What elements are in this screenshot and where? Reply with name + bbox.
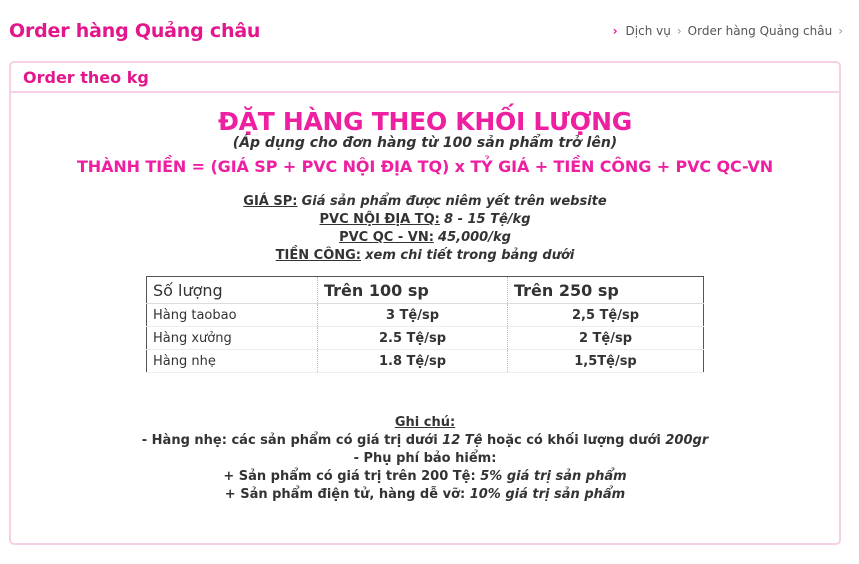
table-cell: 2.5 Tệ/sp	[318, 327, 508, 350]
definition-value: 45,000/kg	[438, 230, 511, 245]
notes-title: Ghi chú:	[394, 415, 456, 430]
definition-key: PVC NỘI ĐỊA TQ:	[319, 212, 440, 227]
breadcrumb-item-current[interactable]: Order hàng Quảng châu	[687, 24, 833, 38]
main-title: ĐẶT HÀNG THEO KHỐI LƯỢNG	[218, 107, 632, 136]
table-cell: Hàng xưởng	[147, 327, 318, 350]
definition-key: GIÁ SP:	[243, 194, 298, 209]
note-insurance-2	[11, 486, 839, 504]
order-panel	[9, 61, 841, 545]
note-light-goods	[11, 432, 839, 450]
breadcrumb	[613, 24, 849, 38]
table-row	[147, 327, 704, 350]
price-table	[146, 276, 704, 373]
table-row	[147, 350, 704, 373]
chevron-right-icon: ›	[676, 24, 682, 38]
note-emphasis: 12 Tệ	[442, 433, 483, 448]
table-cell: Hàng nhẹ	[147, 350, 318, 373]
price-formula: THÀNH TIỀN = (GIÁ SP + PVC NỘI ĐỊA TQ) x TỶ GIÁ + TIỀN CÔNG + PVC QC-VN	[76, 157, 773, 176]
definition-value: Giá sản phẩm được niêm yết trên website	[301, 194, 607, 209]
definition-value: 8 - 15 Tệ/kg	[444, 212, 531, 227]
note-emphasis: 200gr	[665, 433, 709, 448]
table-cell: 1,5Tệ/sp	[508, 350, 704, 373]
table-row	[147, 304, 704, 327]
definition-key: PVC QC - VN:	[339, 230, 434, 245]
definition-key: TIỀN CÔNG:	[275, 248, 361, 263]
definition-row	[11, 193, 839, 211]
table-cell: 3 Tệ/sp	[318, 304, 508, 327]
chevron-right-icon: ›	[612, 24, 618, 38]
table-header-row	[147, 277, 704, 304]
note-text: hoặc có khối lượng dưới	[482, 433, 666, 448]
notes-section	[11, 414, 839, 504]
definition-row	[11, 247, 839, 265]
panel-heading: Order theo kg	[11, 63, 839, 93]
note-insurance-title: - Phụ phí bảo hiểm:	[353, 451, 497, 466]
table-cell: 2 Tệ/sp	[508, 327, 704, 350]
note-insurance-1	[11, 468, 839, 486]
definition-row	[11, 229, 839, 247]
breadcrumb-item-services[interactable]: Dịch vụ	[625, 24, 671, 38]
page-title: Order hàng Quảng châu	[9, 20, 261, 42]
note-emphasis: 5% giá trị sản phẩm	[480, 469, 627, 484]
table-cell: Hàng taobao	[147, 304, 318, 327]
table-cell: 2,5 Tệ/sp	[508, 304, 704, 327]
definition-value: xem chi tiết trong bảng dưới	[365, 248, 575, 263]
table-header: Trên 250 sp	[508, 277, 704, 304]
table-cell: 1.8 Tệ/sp	[318, 350, 508, 373]
definitions-list	[11, 193, 839, 265]
note-text: + Sản phẩm có giá trị trên 200 Tệ:	[223, 469, 481, 484]
definition-row	[11, 211, 839, 229]
note-emphasis: 10% giá trị sản phẩm	[469, 487, 626, 502]
subtitle: (Áp dụng cho đơn hàng từ 100 sản phẩm trở lên)	[232, 135, 618, 151]
chevron-right-icon: ›	[838, 24, 843, 38]
note-text: + Sản phẩm điện tử, hàng dễ vỡ:	[224, 487, 470, 502]
panel-content	[11, 108, 839, 504]
table-header: Số lượng	[147, 277, 318, 304]
table-header: Trên 100 sp	[318, 277, 508, 304]
note-text: - Hàng nhẹ: các sản phẩm có giá trị dưới	[141, 433, 443, 448]
